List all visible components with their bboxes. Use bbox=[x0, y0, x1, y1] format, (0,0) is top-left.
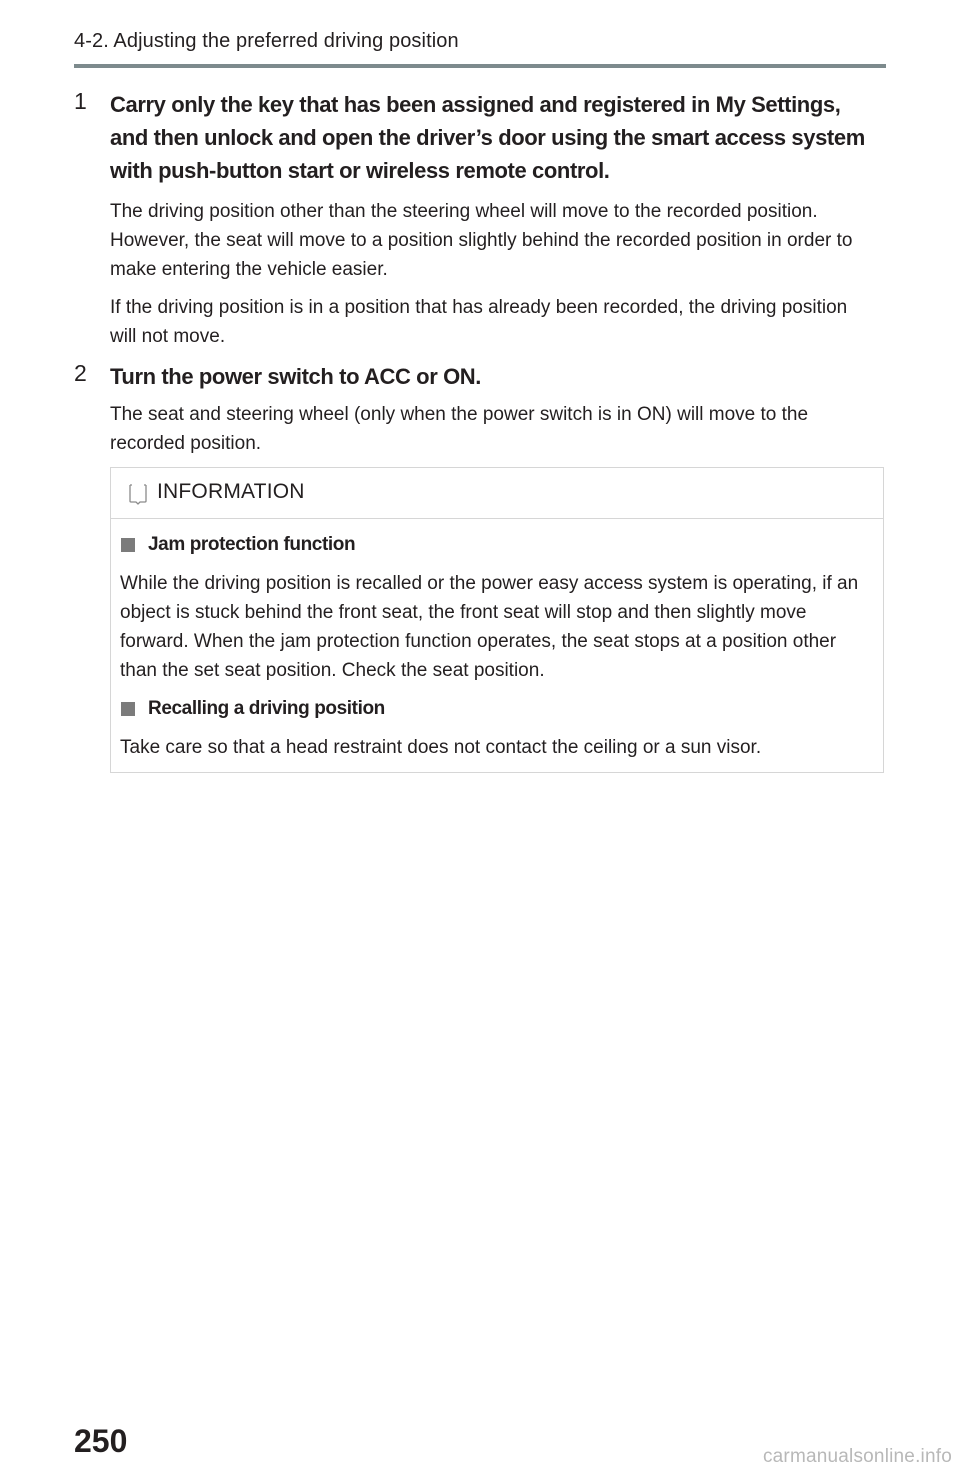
step-title: Carry only the key that has been assigned and registered in My Settings, and then unlock and open the driver’s door using the smart access system with push-button start or wireless remote control. bbox=[110, 92, 865, 183]
info-section-text: Take care so that a head restraint does not contact the ceiling or a sun visor. bbox=[120, 737, 762, 758]
square-bullet-icon bbox=[121, 702, 135, 716]
info-section-text: While the driving position is recalled or the power easy access system is operating, if an object is stuck behind the front seat, the front seat will stop and then slightly move forward. When the jam protection function operates, the seat stops at a position other than the set seat position. Check the seat position. bbox=[120, 573, 859, 681]
info-section-heading bbox=[120, 695, 867, 723]
info-section-title: Jam protection function bbox=[148, 534, 356, 555]
information-title: INFORMATION bbox=[157, 480, 305, 503]
step-number: 1 bbox=[74, 88, 87, 114]
step-paragraph: The driving position other than the steering wheel will move to the recorded position. However, the seat will move to a position slightly behind the recorded position in order to make entering the vehicle easier. bbox=[110, 201, 853, 280]
step-number: 2 bbox=[74, 360, 87, 386]
information-header bbox=[111, 468, 883, 519]
page-number: 250 bbox=[74, 1423, 128, 1459]
step-2 bbox=[74, 360, 874, 467]
step-body bbox=[110, 400, 874, 458]
step-1 bbox=[74, 88, 874, 360]
info-section-heading bbox=[120, 531, 867, 559]
information-book-icon bbox=[127, 482, 149, 506]
information-box bbox=[110, 467, 884, 773]
step-paragraph: If the driving position is in a position that has already been recorded, the driving position will not move. bbox=[110, 297, 848, 347]
info-section-title: Recalling a driving position bbox=[148, 698, 385, 719]
step-paragraph: The seat and steering wheel (only when the power switch is in ON) will move to the recorded position. bbox=[110, 404, 809, 454]
header-divider bbox=[74, 64, 886, 68]
section-header: 4-2. Adjusting the preferred driving position bbox=[74, 30, 459, 52]
step-body bbox=[110, 197, 874, 351]
square-bullet-icon bbox=[121, 538, 135, 552]
watermark: carmanualsonline.info bbox=[762, 1446, 952, 1467]
step-title: Turn the power switch to ACC or ON. bbox=[110, 364, 482, 389]
information-content bbox=[111, 519, 883, 762]
